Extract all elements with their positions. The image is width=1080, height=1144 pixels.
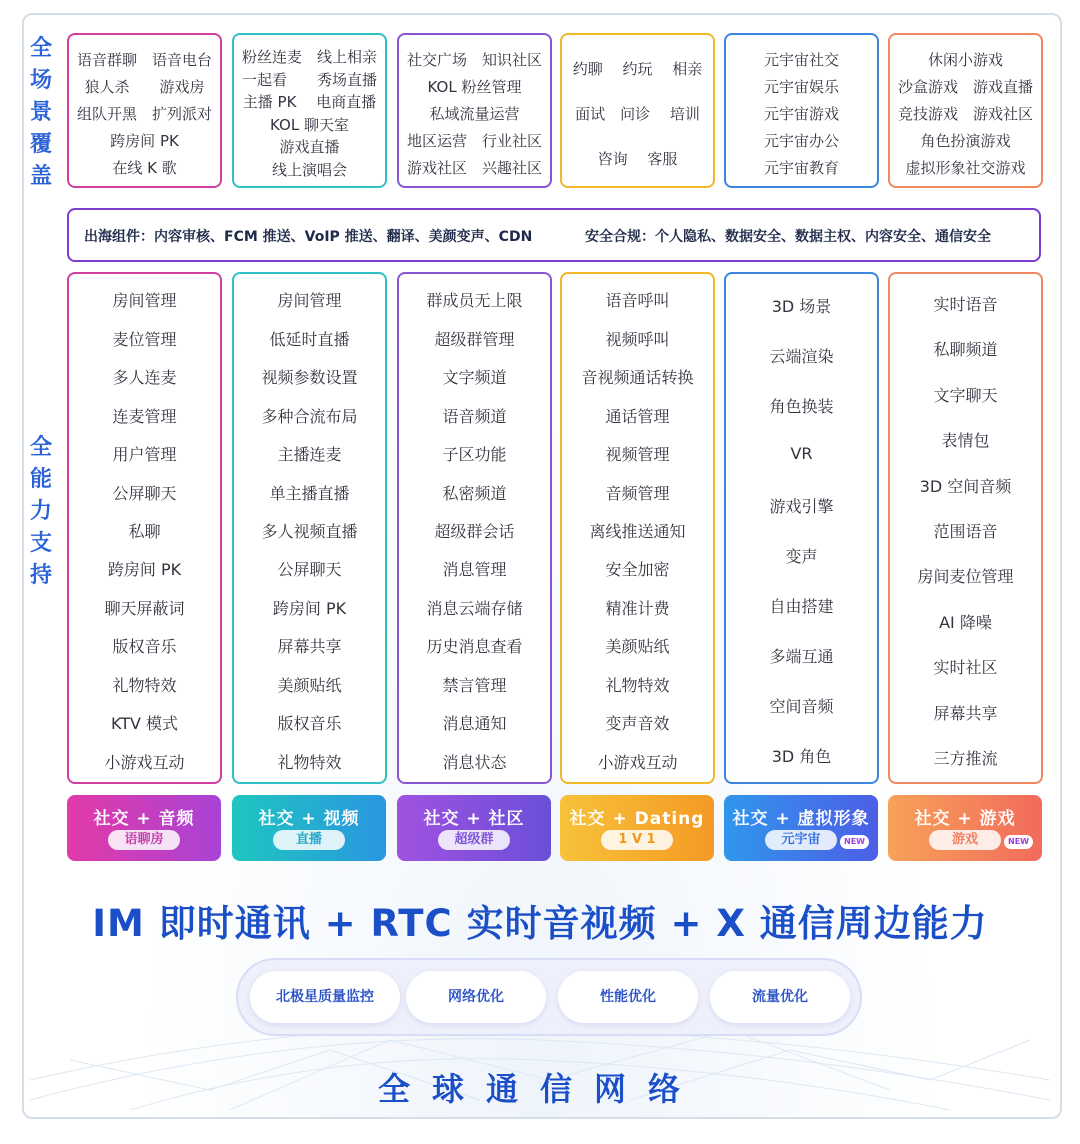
scene-item: 元宇宙游戏: [763, 104, 839, 123]
capability-item: 用户管理: [112, 445, 177, 465]
capability-item: 子区功能: [442, 445, 507, 465]
optimization-item: 流量优化: [710, 971, 850, 1023]
scene-item: 私域流量运营: [429, 104, 520, 123]
capability-item: VR: [790, 444, 813, 463]
category-pill-title: 社交 + 社区: [423, 809, 525, 829]
scenes-side-label: [28, 33, 54, 193]
capability-item: 多人视频直播: [261, 522, 358, 541]
capability-item: 连麦管理: [112, 406, 177, 426]
category-pill: [67, 795, 221, 861]
category-pill: [397, 795, 551, 861]
category-pill-title: 社交 + Dating: [569, 809, 705, 829]
scene-item: 在线 K 歌: [112, 158, 177, 177]
capability-item: 礼物特效: [112, 675, 177, 695]
optimization-item: 北极星质量监控: [250, 971, 400, 1023]
scene-item: 面试 问诊 培训: [575, 104, 700, 123]
capability-item: 消息状态: [442, 752, 507, 772]
scene-item: 主播 PK 电商直播: [242, 93, 377, 112]
side-label-char: 覆: [29, 132, 52, 157]
capability-item: 版权音乐: [277, 714, 342, 734]
category-pill-title: 社交 + 视频: [258, 809, 360, 829]
page-headline: IM 即时通讯 + RTC 实时音视频 + X 通信周边能力: [92, 902, 988, 945]
capability-card: [560, 272, 715, 784]
capability-item: 3D 场景: [771, 297, 832, 316]
scene-item: 元宇宙社交: [763, 50, 839, 69]
capability-card: [397, 272, 552, 784]
scene-item: 元宇宙办公: [763, 131, 839, 150]
side-label-char: 力: [29, 499, 52, 524]
scene-card: [724, 33, 879, 188]
scene-item: 竞技游戏 游戏社区: [897, 104, 1033, 123]
scene-item: 元宇宙娱乐: [763, 77, 839, 96]
capability-item: 消息云端存储: [426, 598, 523, 618]
capability-item: 视频参数设置: [261, 368, 358, 388]
capability-card: [724, 272, 879, 784]
scene-item: 粉丝连麦 线上相亲: [241, 48, 377, 67]
category-pill-title: 社交 + 虚拟形象: [732, 809, 870, 829]
capability-item: 房间管理: [112, 291, 177, 311]
capability-item: 音视频通话转换: [581, 368, 694, 388]
side-label-char: 能: [29, 467, 52, 492]
capability-item: 音频管理: [605, 483, 670, 503]
scene-item: KOL 聊天室: [270, 115, 349, 134]
capability-item: 3D 角色: [771, 747, 832, 766]
capability-item: 多人连麦: [112, 368, 177, 388]
side-label-char: 持: [29, 563, 52, 588]
capability-item: 低延时直播: [269, 329, 350, 349]
scene-card: [232, 33, 387, 188]
scene-item: 组队开黑 扩列派对: [76, 104, 212, 123]
scene-card: [560, 33, 715, 188]
capability-item: 视频呼叫: [605, 329, 670, 349]
capability-item: 范围语音: [933, 522, 998, 541]
capability-item: AI 降噪: [939, 612, 992, 632]
capability-item: 私聊: [128, 522, 161, 541]
capability-item: 单主播直播: [269, 483, 350, 503]
capability-item: 公屏聊天: [112, 483, 177, 503]
capability-item: 小游戏互动: [597, 752, 678, 772]
capability-item: 安全加密: [605, 560, 670, 580]
capability-item: 消息通知: [442, 714, 507, 734]
capability-card: [888, 272, 1043, 784]
category-pill: [888, 795, 1042, 861]
optimization-item: 网络优化: [406, 971, 546, 1023]
capability-item: 消息管理: [442, 560, 507, 580]
capability-item: 房间管理: [277, 291, 342, 311]
capability-item: 美颜贴纸: [605, 637, 670, 657]
capability-item: 跨房间 PK: [107, 560, 182, 580]
capability-item: 变声: [785, 547, 818, 566]
capability-item: 角色换装: [769, 397, 834, 416]
scene-item: 沙盒游戏 游戏直播: [897, 77, 1033, 96]
capability-item: 屏幕共享: [277, 637, 342, 657]
scene-item: 元宇宙教育: [763, 158, 839, 177]
scene-item: 游戏社区 兴趣社区: [406, 158, 542, 177]
capability-item: 小游戏互动: [104, 752, 185, 772]
category-pill-badge: 元宇宙: [765, 830, 837, 850]
scene-item: 游戏直播: [279, 138, 340, 157]
capability-item: 实时社区: [933, 658, 998, 678]
capability-item: 礼物特效: [605, 675, 670, 695]
capability-item: 云端渲染: [769, 347, 834, 366]
capability-item: 聊天屏蔽词: [104, 598, 185, 618]
capability-item: 麦位管理: [112, 329, 177, 349]
overseas-compliance-bar: [67, 208, 1041, 262]
scene-card: [888, 33, 1043, 188]
capability-item: 多端互通: [769, 647, 834, 666]
capabilities-side-label: [28, 432, 54, 592]
optimization-bar: [236, 958, 862, 1036]
capability-item: 美颜贴纸: [277, 675, 342, 695]
scene-card: [67, 33, 222, 188]
category-pill-badge: 游戏: [929, 830, 1001, 850]
overseas-components-text: 出海组件：内容审核、FCM 推送、VoIP 推送、翻译、美颜变声、CDN: [84, 229, 533, 245]
category-pill-title: 社交 + 游戏: [914, 809, 1016, 829]
capability-item: 精准计费: [605, 598, 670, 618]
capability-item: 游戏引擎: [769, 497, 834, 516]
capability-item: 多种合流布局: [261, 406, 358, 426]
side-label-char: 全: [29, 36, 52, 61]
capability-item: 主播连麦: [277, 445, 342, 465]
capability-item: 语音频道: [442, 406, 507, 426]
capability-item: 3D 空间音频: [919, 476, 1012, 496]
capability-card: [67, 272, 222, 784]
side-label-char: 景: [29, 100, 52, 125]
capability-item: 房间麦位管理: [917, 567, 1014, 587]
category-pill: [232, 795, 386, 861]
scene-item: 一起看 秀场直播: [241, 70, 377, 89]
capability-item: 语音呼叫: [605, 291, 670, 311]
scene-item: 地区运营 行业社区: [406, 131, 542, 150]
capability-item: 群成员无上限: [426, 291, 523, 311]
scene-item: 线上演唱会: [271, 160, 347, 179]
capability-item: 礼物特效: [277, 752, 342, 772]
security-compliance-text: 安全合规：个人隐私、数据安全、数据主权、内容安全、通信安全: [585, 229, 991, 245]
capability-item: 实时语音: [933, 294, 998, 314]
capability-item: 通话管理: [605, 406, 670, 426]
capability-item: 公屏聊天: [277, 560, 342, 580]
capability-item: 禁言管理: [442, 675, 507, 695]
scene-item: 狼人杀 游戏房: [84, 77, 205, 96]
capability-item: 私聊频道: [933, 340, 998, 360]
capability-card: [232, 272, 387, 784]
capability-item: 表情包: [941, 431, 990, 451]
capability-item: 空间音频: [769, 697, 834, 716]
side-label-char: 盖: [29, 164, 52, 189]
category-pill-badge: 超级群: [438, 830, 510, 850]
optimization-item: 性能优化: [558, 971, 698, 1023]
capability-item: 跨房间 PK: [272, 598, 347, 618]
scene-item: KOL 粉丝管理: [427, 77, 522, 96]
footer-title: 全球通信网络: [377, 1070, 702, 1108]
capability-item: 私密频道: [442, 483, 507, 503]
scene-item: 社交广场 知识社区: [406, 50, 542, 69]
capability-item: 历史消息查看: [426, 637, 523, 657]
capability-item: 文字频道: [442, 368, 507, 388]
scene-card: [397, 33, 552, 188]
capability-item: KTV 模式: [110, 714, 179, 734]
category-pill: [560, 795, 714, 861]
capability-item: 自由搭建: [769, 597, 834, 616]
capability-item: 视频管理: [605, 445, 670, 465]
category-pill-badge: 语聊房: [108, 830, 180, 850]
category-pill: [724, 795, 878, 861]
scene-item: 角色扮演游戏: [920, 131, 1011, 150]
capability-item: 超级群会话: [434, 522, 515, 541]
category-pill-badge: 1 V 1: [601, 830, 673, 850]
capability-item: 三方推流: [933, 749, 998, 769]
category-pill-title: 社交 + 音频: [93, 809, 195, 829]
capability-item: 屏幕共享: [933, 703, 998, 723]
side-label-char: 场: [29, 68, 52, 93]
scene-item: 语音群聊 语音电台: [76, 50, 212, 69]
scene-item: 休闲小游戏: [927, 50, 1003, 69]
capability-item: 文字聊天: [933, 385, 998, 405]
side-label-char: 全: [29, 435, 52, 460]
capability-item: 变声音效: [605, 714, 670, 734]
scene-item: 约聊 约玩 相亲: [572, 59, 703, 78]
new-badge: NEW: [1004, 835, 1033, 849]
capability-item: 超级群管理: [434, 329, 515, 349]
scene-item: 虚拟形象社交游戏: [905, 158, 1026, 177]
capability-item: 版权音乐: [112, 637, 177, 657]
scene-item: 咨询 客服: [597, 149, 678, 168]
capability-item: 离线推送通知: [589, 522, 686, 541]
new-badge: NEW: [840, 835, 869, 849]
scene-item: 跨房间 PK: [110, 131, 179, 150]
side-label-char: 支: [29, 531, 52, 556]
category-pill-badge: 直播: [273, 830, 345, 850]
